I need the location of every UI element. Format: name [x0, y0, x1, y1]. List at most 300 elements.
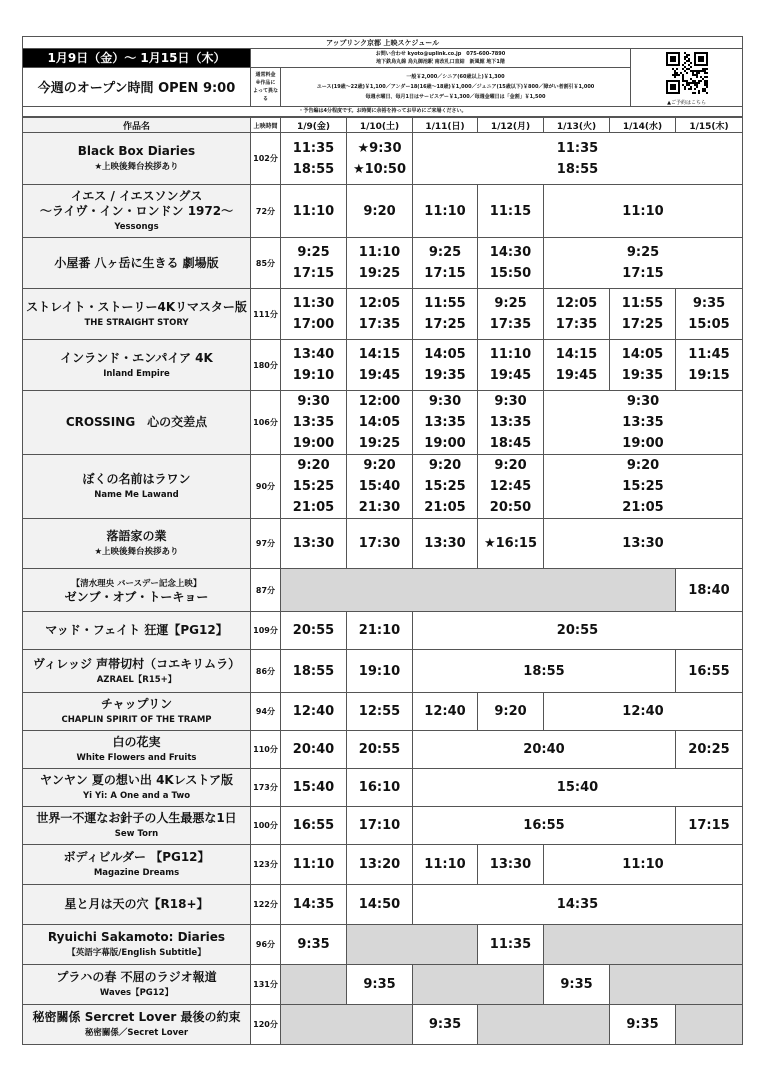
duration-column-header: 上映時間 — [251, 118, 281, 133]
showtime[interactable]: 15:50 — [489, 266, 532, 281]
showtime[interactable]: 11:10 — [622, 857, 664, 872]
film-row — [23, 519, 743, 569]
showtime-cell[interactable] — [413, 289, 478, 340]
showtime[interactable]: 18:55 — [556, 161, 599, 177]
day-column-header: 1/13(火) — [544, 118, 610, 133]
film-title-cell[interactable] — [23, 731, 251, 769]
film-subtitle: Name Me Lawand — [94, 490, 179, 500]
fee-label-note2: よって異なる — [252, 87, 278, 102]
film-title-cell[interactable] — [23, 133, 251, 185]
showtime[interactable]: 14:05 — [621, 347, 664, 362]
showtime-cell[interactable] — [413, 519, 478, 569]
film-subtitle: Waves【PG12】 — [99, 988, 174, 998]
showtime[interactable]: 21:05 — [292, 500, 335, 515]
film-title-cell[interactable] — [23, 693, 251, 731]
showtime[interactable]: 15:40 — [292, 780, 335, 795]
film-title: 秘密關係 Sercret Lover 最後の約束 — [32, 1010, 241, 1024]
showtime[interactable]: 17:35 — [489, 317, 532, 332]
duration-cell: 86分 — [251, 650, 281, 693]
showtime[interactable]: 11:10 — [489, 347, 532, 362]
film-subtitle: THE STRAIGHT STORY — [84, 317, 189, 328]
showtime-cell[interactable] — [281, 133, 347, 185]
duration-cell: 131分 — [251, 965, 281, 1005]
showtime[interactable]: 20:50 — [489, 500, 532, 515]
showtime[interactable]: 9:30 — [626, 394, 660, 409]
showtime[interactable]: 17:30 — [358, 536, 401, 551]
showtime[interactable]: 9:25 — [494, 296, 527, 311]
showtime-cell[interactable] — [478, 519, 544, 569]
showtime[interactable]: 9:30 — [297, 394, 330, 409]
duration-cell: 111分 — [251, 289, 281, 340]
showtime[interactable]: 18:55 — [292, 161, 335, 177]
showtime-cell[interactable] — [413, 455, 478, 519]
showtime-cell[interactable] — [347, 340, 413, 391]
showtime[interactable]: 15:05 — [688, 317, 730, 332]
showtime[interactable]: 9:20 — [363, 203, 396, 219]
showtime[interactable]: 17:35 — [555, 317, 598, 332]
film-row — [23, 965, 743, 1005]
showtime-cell[interactable] — [347, 731, 413, 769]
showtime[interactable]: 19:00 — [622, 436, 664, 451]
showtime[interactable]: 11:10 — [424, 203, 466, 219]
fee-info — [281, 67, 631, 106]
showtime[interactable]: 11:30 — [292, 296, 335, 311]
film-title-cell[interactable] — [23, 519, 251, 569]
showtime-cell[interactable] — [676, 731, 743, 769]
showtime[interactable]: 9:20 — [363, 458, 396, 473]
showtime[interactable]: 19:35 — [424, 368, 466, 383]
showtime[interactable]: 20:55 — [358, 742, 401, 757]
day-column-header: 1/15(木) — [676, 118, 743, 133]
showtime[interactable]: 13:20 — [358, 857, 401, 872]
film-title-cell[interactable] — [23, 185, 251, 238]
showtime-cell[interactable] — [281, 519, 347, 569]
showtime[interactable]: ★10:50 — [352, 161, 407, 177]
showtime[interactable]: 19:45 — [489, 368, 532, 383]
showtime-cell[interactable] — [478, 185, 544, 238]
showtime[interactable]: 11:35 — [292, 140, 335, 156]
film-title-cell[interactable] — [23, 845, 251, 885]
qr-block — [631, 49, 743, 107]
showtime-cell[interactable] — [347, 519, 413, 569]
film-row — [23, 289, 743, 340]
showtime[interactable]: 9:35 — [692, 296, 726, 311]
duration-cell: 120分 — [251, 1005, 281, 1045]
film-subtitle: Sew Torn — [114, 829, 159, 839]
showtime[interactable]: 9:25 — [297, 245, 330, 260]
document-title: アップリンク京都 上映スケジュール — [23, 37, 743, 49]
showtime-cell[interactable] — [347, 612, 413, 650]
showtime-cell[interactable] — [347, 289, 413, 340]
showtime[interactable]: 13:40 — [292, 347, 335, 362]
showtime[interactable]: 17:25 — [424, 317, 466, 332]
showtime-cell[interactable] — [676, 569, 743, 612]
showtime[interactable]: 9:30 — [428, 394, 462, 409]
showtime[interactable]: 19:00 — [292, 436, 335, 451]
showtime[interactable]: 14:35 — [556, 897, 599, 912]
showtime[interactable]: 17:00 — [292, 317, 335, 332]
showtime[interactable]: 18:40 — [688, 582, 730, 598]
showtime-cell[interactable] — [281, 340, 347, 391]
showtime[interactable]: 15:25 — [622, 479, 664, 494]
showtime-cell[interactable] — [281, 769, 347, 807]
showtime[interactable]: 11:10 — [424, 857, 466, 872]
showtime-cell[interactable] — [347, 769, 413, 807]
showtime-cell[interactable] — [413, 769, 743, 807]
duration-cell: 122分 — [251, 885, 281, 925]
no-screening-cell — [281, 1005, 413, 1045]
film-title-cell[interactable] — [23, 289, 251, 340]
showtime[interactable]: 15:25 — [292, 479, 335, 494]
showtime-cell[interactable] — [676, 340, 743, 391]
fee-label-main: 通常料金 — [255, 71, 276, 78]
day-column-header: 1/11(日) — [413, 118, 478, 133]
film-title-cell[interactable] — [23, 965, 251, 1005]
showtime-cell[interactable] — [413, 238, 478, 289]
film-subtitle: ★上映後舞台挨拶あり — [94, 547, 179, 557]
showtime[interactable]: 11:10 — [358, 245, 401, 260]
showtime-cell[interactable] — [281, 391, 347, 455]
film-title-cell[interactable] — [23, 807, 251, 845]
showtime-cell[interactable] — [544, 185, 743, 238]
showtime-cell[interactable] — [413, 340, 478, 391]
column-header-row — [23, 118, 743, 133]
showtime-cell[interactable] — [676, 807, 743, 845]
showtime[interactable]: 11:10 — [292, 203, 335, 219]
film-row — [23, 1005, 743, 1045]
showtime-cell[interactable] — [281, 845, 347, 885]
film-title: 落語家の業 — [106, 529, 167, 543]
showtime[interactable]: 14:30 — [489, 245, 532, 260]
showtime-cell[interactable] — [281, 925, 347, 965]
showtime-cell[interactable] — [413, 1005, 478, 1045]
showtime-cell[interactable] — [281, 807, 347, 845]
film-title: CROSSING 心の交差点 — [65, 415, 208, 429]
schedule-sheet — [22, 36, 742, 1045]
showtime[interactable]: 16:10 — [358, 780, 401, 795]
showtime-cell[interactable] — [281, 289, 347, 340]
showtime[interactable]: 11:35 — [489, 937, 532, 952]
duration-cell: 106分 — [251, 391, 281, 455]
showtime-cell[interactable] — [281, 693, 347, 731]
showtime[interactable]: 19:25 — [358, 436, 401, 451]
showtime-cell[interactable] — [478, 340, 544, 391]
showtime-cell[interactable] — [347, 455, 413, 519]
showtime-cell[interactable] — [676, 289, 743, 340]
showtime-cell[interactable] — [544, 289, 610, 340]
showtime[interactable]: 20:40 — [523, 742, 565, 757]
film-subtitle: Magazine Dreams — [93, 868, 180, 878]
showtime[interactable]: 12:40 — [424, 704, 466, 719]
showtime[interactable]: 20:55 — [292, 623, 335, 638]
showtime-cell[interactable] — [347, 965, 413, 1005]
showtime[interactable]: 13:30 — [424, 536, 466, 551]
film-subtitle: Yessongs — [114, 222, 159, 232]
showtime-cell[interactable] — [347, 885, 413, 925]
showtime-cell[interactable] — [347, 238, 413, 289]
film-row — [23, 133, 743, 185]
showtime[interactable]: 12:00 — [358, 394, 401, 409]
film-row — [23, 693, 743, 731]
showtime[interactable]: 21:30 — [358, 500, 401, 515]
film-row — [23, 807, 743, 845]
showtime-cell[interactable] — [544, 519, 743, 569]
showtime-cell[interactable] — [413, 731, 676, 769]
showtime[interactable]: 9:35 — [363, 977, 396, 992]
showtime[interactable]: 9:35 — [626, 1017, 659, 1032]
showtime[interactable]: 19:10 — [292, 368, 335, 383]
film-subtitle: Inland Empire — [103, 368, 170, 379]
showtime[interactable]: 19:45 — [358, 368, 401, 383]
film-title-cell[interactable] — [23, 1005, 251, 1045]
film-row — [23, 731, 743, 769]
showtime[interactable]: 14:05 — [358, 415, 401, 430]
no-screening-cell — [478, 1005, 610, 1045]
duration-cell: 96分 — [251, 925, 281, 965]
film-row — [23, 612, 743, 650]
showtime[interactable]: 20:55 — [556, 623, 599, 638]
duration-cell: 109分 — [251, 612, 281, 650]
showtime[interactable]: 12:55 — [358, 704, 401, 719]
showtime-cell[interactable] — [281, 455, 347, 519]
showtime[interactable]: 14:05 — [424, 347, 466, 362]
showtime[interactable]: 16:55 — [688, 663, 730, 679]
showtime-cell[interactable] — [413, 807, 676, 845]
showtime[interactable]: 11:15 — [489, 203, 532, 219]
showtime-cell[interactable] — [478, 391, 544, 455]
film-title-cell[interactable] — [23, 569, 251, 612]
film-title-cell[interactable] — [23, 650, 251, 693]
showtime-cell[interactable] — [478, 238, 544, 289]
film-row — [23, 925, 743, 965]
open-time: 今週のオープン時間 OPEN 9:00 — [23, 67, 251, 106]
showtime[interactable]: 13:35 — [292, 415, 335, 430]
film-title: ストレイト・ストーリー4Kリマスター版 — [26, 299, 247, 314]
showtime[interactable]: 16:55 — [523, 818, 565, 833]
film-title: チャップリン — [100, 697, 173, 711]
film-row — [23, 845, 743, 885]
showtime[interactable]: 13:30 — [622, 536, 664, 551]
showtime[interactable]: ★9:30 — [357, 140, 402, 156]
film-title-cell[interactable] — [23, 885, 251, 925]
film-title: 世界一不運なお針子の人生最悪な1日 — [36, 811, 237, 825]
showtime[interactable]: 21:05 — [622, 500, 664, 515]
showtime-cell[interactable] — [347, 693, 413, 731]
showtime[interactable]: 19:00 — [424, 436, 466, 451]
duration-cell: 100分 — [251, 807, 281, 845]
film-subtitle: CHAPLIN SPIRIT OF THE TRAMP — [61, 715, 212, 725]
film-row — [23, 455, 743, 519]
showtime-cell[interactable] — [676, 650, 743, 693]
showtime[interactable]: 17:15 — [622, 266, 664, 281]
showtime[interactable]: 12:05 — [358, 296, 401, 311]
film-row — [23, 569, 743, 612]
fee-label — [251, 67, 281, 106]
showtime-cell[interactable] — [413, 391, 478, 455]
film-title-cell[interactable] — [23, 238, 251, 289]
duration-cell: 97分 — [251, 519, 281, 569]
film-title: 【清水理央 バースデー記念上映】 — [71, 578, 202, 589]
showtime-cell[interactable] — [610, 289, 676, 340]
showtime[interactable]: 9:20 — [494, 458, 527, 473]
showtime[interactable]: 17:15 — [424, 266, 466, 281]
showtime[interactable]: 11:10 — [622, 203, 664, 219]
showtime-cell[interactable] — [281, 650, 347, 693]
showtime-cell[interactable] — [544, 845, 743, 885]
access-line: 地下鉄烏丸線 烏丸御池駅 南改札口直結 新風館 地下1階 — [376, 58, 505, 65]
showtime[interactable]: 21:10 — [358, 623, 401, 638]
showtime-cell[interactable] — [544, 391, 743, 455]
showtime-cell[interactable] — [478, 289, 544, 340]
showtime[interactable]: 18:45 — [489, 436, 532, 451]
film-title-cell[interactable] — [23, 455, 251, 519]
showtime-cell[interactable] — [347, 133, 413, 185]
showtime-cell[interactable] — [478, 925, 544, 965]
showtime-cell[interactable] — [281, 731, 347, 769]
fee-line-1: 一般￥2,000／シニア(60歳以上)￥1,300 — [406, 73, 505, 80]
film-row — [23, 340, 743, 391]
showtime-cell[interactable] — [413, 133, 743, 185]
showtime[interactable]: 13:30 — [292, 536, 335, 551]
showtime[interactable]: 9:20 — [626, 458, 660, 473]
showtime[interactable]: 15:40 — [358, 479, 401, 494]
showtime[interactable]: 16:55 — [292, 818, 335, 833]
showtime[interactable]: 9:30 — [494, 394, 527, 409]
film-title-cell[interactable] — [23, 391, 251, 455]
showtime-cell[interactable] — [544, 238, 743, 289]
qr-code-icon[interactable] — [666, 52, 708, 94]
showtime[interactable]: 17:35 — [358, 317, 401, 332]
showtime-cell[interactable] — [413, 885, 743, 925]
showtime[interactable]: 12:05 — [555, 296, 598, 311]
showtime[interactable]: 19:45 — [555, 368, 598, 383]
showtime-cell[interactable] — [347, 650, 413, 693]
showtime-cell[interactable] — [544, 693, 743, 731]
showtime-cell[interactable] — [347, 807, 413, 845]
duration-cell: 123分 — [251, 845, 281, 885]
showtime[interactable]: 11:55 — [621, 296, 664, 311]
showtime[interactable]: 14:15 — [555, 347, 598, 362]
showtime-cell[interactable] — [281, 185, 347, 238]
showtime-cell[interactable] — [413, 650, 676, 693]
showtime[interactable]: 17:25 — [621, 317, 664, 332]
showtime-cell[interactable] — [478, 693, 544, 731]
showtime[interactable]: 14:35 — [292, 897, 335, 912]
showtime-cell[interactable] — [544, 965, 610, 1005]
showtime[interactable]: 11:10 — [292, 857, 335, 872]
film-title-cell[interactable] — [23, 925, 251, 965]
showtime-cell[interactable] — [281, 885, 347, 925]
showtime-cell[interactable] — [347, 391, 413, 455]
showtime[interactable]: 18:55 — [523, 663, 565, 679]
showtime-cell[interactable] — [413, 693, 478, 731]
showtime[interactable]: ★16:15 — [483, 536, 538, 551]
day-column-header: 1/10(土) — [347, 118, 413, 133]
showtime[interactable]: 13:30 — [489, 857, 532, 872]
showtime[interactable]: 15:25 — [424, 479, 466, 494]
contact-line: お問い合わせ kyoto@uplink.co.jp 075-600-7890 — [375, 50, 506, 57]
no-screening-cell — [676, 1005, 743, 1045]
showtime[interactable]: 12:40 — [292, 704, 335, 719]
film-subtitle: 秘密關係／Secret Lover — [84, 1028, 189, 1038]
showtime-cell[interactable] — [610, 340, 676, 391]
showtime[interactable]: 21:05 — [424, 500, 466, 515]
showtime[interactable]: 9:20 — [494, 704, 527, 719]
showtime[interactable]: 19:10 — [358, 663, 401, 679]
day-column-header: 1/9(金) — [281, 118, 347, 133]
schedule-body — [23, 133, 743, 1045]
showtime-cell[interactable] — [413, 845, 478, 885]
showtime[interactable]: 18:55 — [292, 663, 335, 679]
showtime[interactable]: 9:20 — [297, 458, 330, 473]
showtime[interactable]: 12:45 — [489, 479, 532, 494]
showtime[interactable]: 11:45 — [688, 347, 730, 362]
film-title: ヴィレッジ 声帯切村（コエキリムラ） — [32, 656, 241, 671]
showtime-cell[interactable] — [413, 185, 478, 238]
showtime[interactable]: 9:25 — [428, 245, 462, 260]
showtime[interactable]: 14:50 — [358, 897, 401, 912]
showtime-cell[interactable] — [281, 612, 347, 650]
film-row — [23, 650, 743, 693]
showtime-cell[interactable] — [347, 185, 413, 238]
showtime[interactable]: 17:15 — [292, 266, 335, 281]
showtime-cell[interactable] — [478, 455, 544, 519]
showtime[interactable]: 20:25 — [688, 742, 730, 757]
showtime[interactable]: 11:35 — [556, 140, 599, 156]
showtime[interactable]: 19:25 — [358, 266, 401, 281]
showtime[interactable]: 19:35 — [621, 368, 664, 383]
showtime[interactable]: 13:35 — [424, 415, 466, 430]
showtime[interactable]: 9:35 — [428, 1017, 462, 1032]
showtime[interactable]: 12:40 — [622, 704, 664, 719]
showtime-cell[interactable] — [610, 1005, 676, 1045]
duration-cell: 102分 — [251, 133, 281, 185]
showtime[interactable]: 9:35 — [560, 977, 593, 992]
showtime-cell[interactable] — [544, 455, 743, 519]
no-screening-cell — [610, 965, 743, 1005]
film-title-cell[interactable] — [23, 769, 251, 807]
showtime[interactable]: 13:35 — [489, 415, 532, 430]
showtime[interactable]: 17:10 — [358, 818, 401, 833]
film-subtitle: 【英語字幕版/English Subtitle】 — [67, 948, 206, 958]
showtime[interactable]: 14:15 — [358, 347, 401, 362]
showtime[interactable]: 9:20 — [428, 458, 462, 473]
showtime[interactable]: 11:55 — [424, 296, 466, 311]
showtime[interactable]: 15:40 — [556, 780, 599, 795]
film-title: インランド・エンパイア 4K — [60, 350, 213, 365]
film-title-cell[interactable] — [23, 612, 251, 650]
film-title: 星と月は天の穴【R18+】 — [64, 897, 209, 911]
duration-cell: 87分 — [251, 569, 281, 612]
showtime-cell[interactable] — [478, 845, 544, 885]
showtime[interactable]: 19:15 — [688, 368, 730, 383]
showtime-cell[interactable] — [281, 238, 347, 289]
film-title: プラハの春 不屈のラジオ報道 — [56, 970, 217, 984]
film-row — [23, 238, 743, 289]
showtime[interactable]: 9:25 — [626, 245, 660, 260]
showtime-cell[interactable] — [347, 845, 413, 885]
showtime[interactable]: 17:15 — [688, 818, 730, 833]
film-subtitle: White Flowers and Fruits — [76, 753, 197, 763]
showtime[interactable]: 20:40 — [292, 742, 335, 757]
showtime-cell[interactable] — [413, 612, 743, 650]
showtime[interactable]: 13:35 — [622, 415, 664, 430]
showtime[interactable]: 9:35 — [297, 937, 330, 952]
film-title: ヤンヤン 夏の想い出 4Kレストア版 — [39, 773, 234, 787]
showtime-cell[interactable] — [544, 340, 610, 391]
film-row — [23, 391, 743, 455]
film-title-cell[interactable] — [23, 340, 251, 391]
